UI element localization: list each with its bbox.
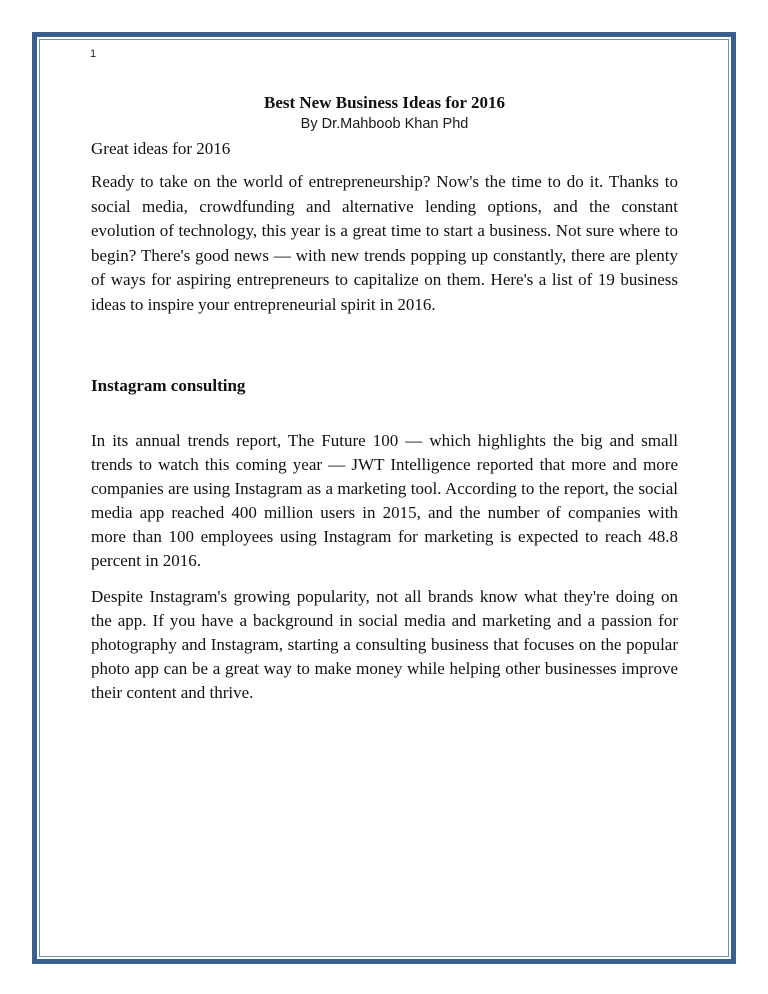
intro-paragraph: Ready to take on the world of entrepreneurship? Now's the time to do it. Thanks to social media, crowdfunding and alternative lending options, and the constant evolution of technology, this year is a great time to start a business. Not sure where to begin? There's good news — with new trends popping up constantly, there are plenty of ways for aspiring entrepreneurs to capitalize on them. Here's a list of 19 business ideas to inspire your entrepreneurial spirit in 2016.	[91, 172, 678, 314]
spacer	[91, 397, 678, 429]
section-paragraph: Despite Instagram's growing popularity, not all brands know what they're doing on the app. If you have a background in social media and marketing and a passion for photography and Instagram, starting a consulting business that focuses on the popular photo app can be a great way to make money while helping other businesses improve their content and thrive.	[91, 587, 678, 702]
document-title: Best New Business Ideas for 2016	[263, 93, 505, 112]
page-number: 1	[90, 48, 97, 60]
spacer	[91, 573, 678, 585]
section-paragraph: In its annual trends report, The Future 100 — which highlights the big and small trends to watch this coming year — JWT Intelligence reported that more and more companies are using Instagram as a marketing tool. According to the report, the social media app reached 400 million users in 2015, and the number of companies with more than 100 employees using Instagram for marketing is expected to reach 48.8 percent in 2016.	[91, 431, 678, 570]
document-body	[91, 92, 678, 705]
document-subtitle: Great ideas for 2016	[91, 139, 231, 158]
section-heading: Instagram consulting	[91, 376, 246, 395]
document-author: By Dr.Mahboob Khan Phd	[300, 116, 469, 132]
